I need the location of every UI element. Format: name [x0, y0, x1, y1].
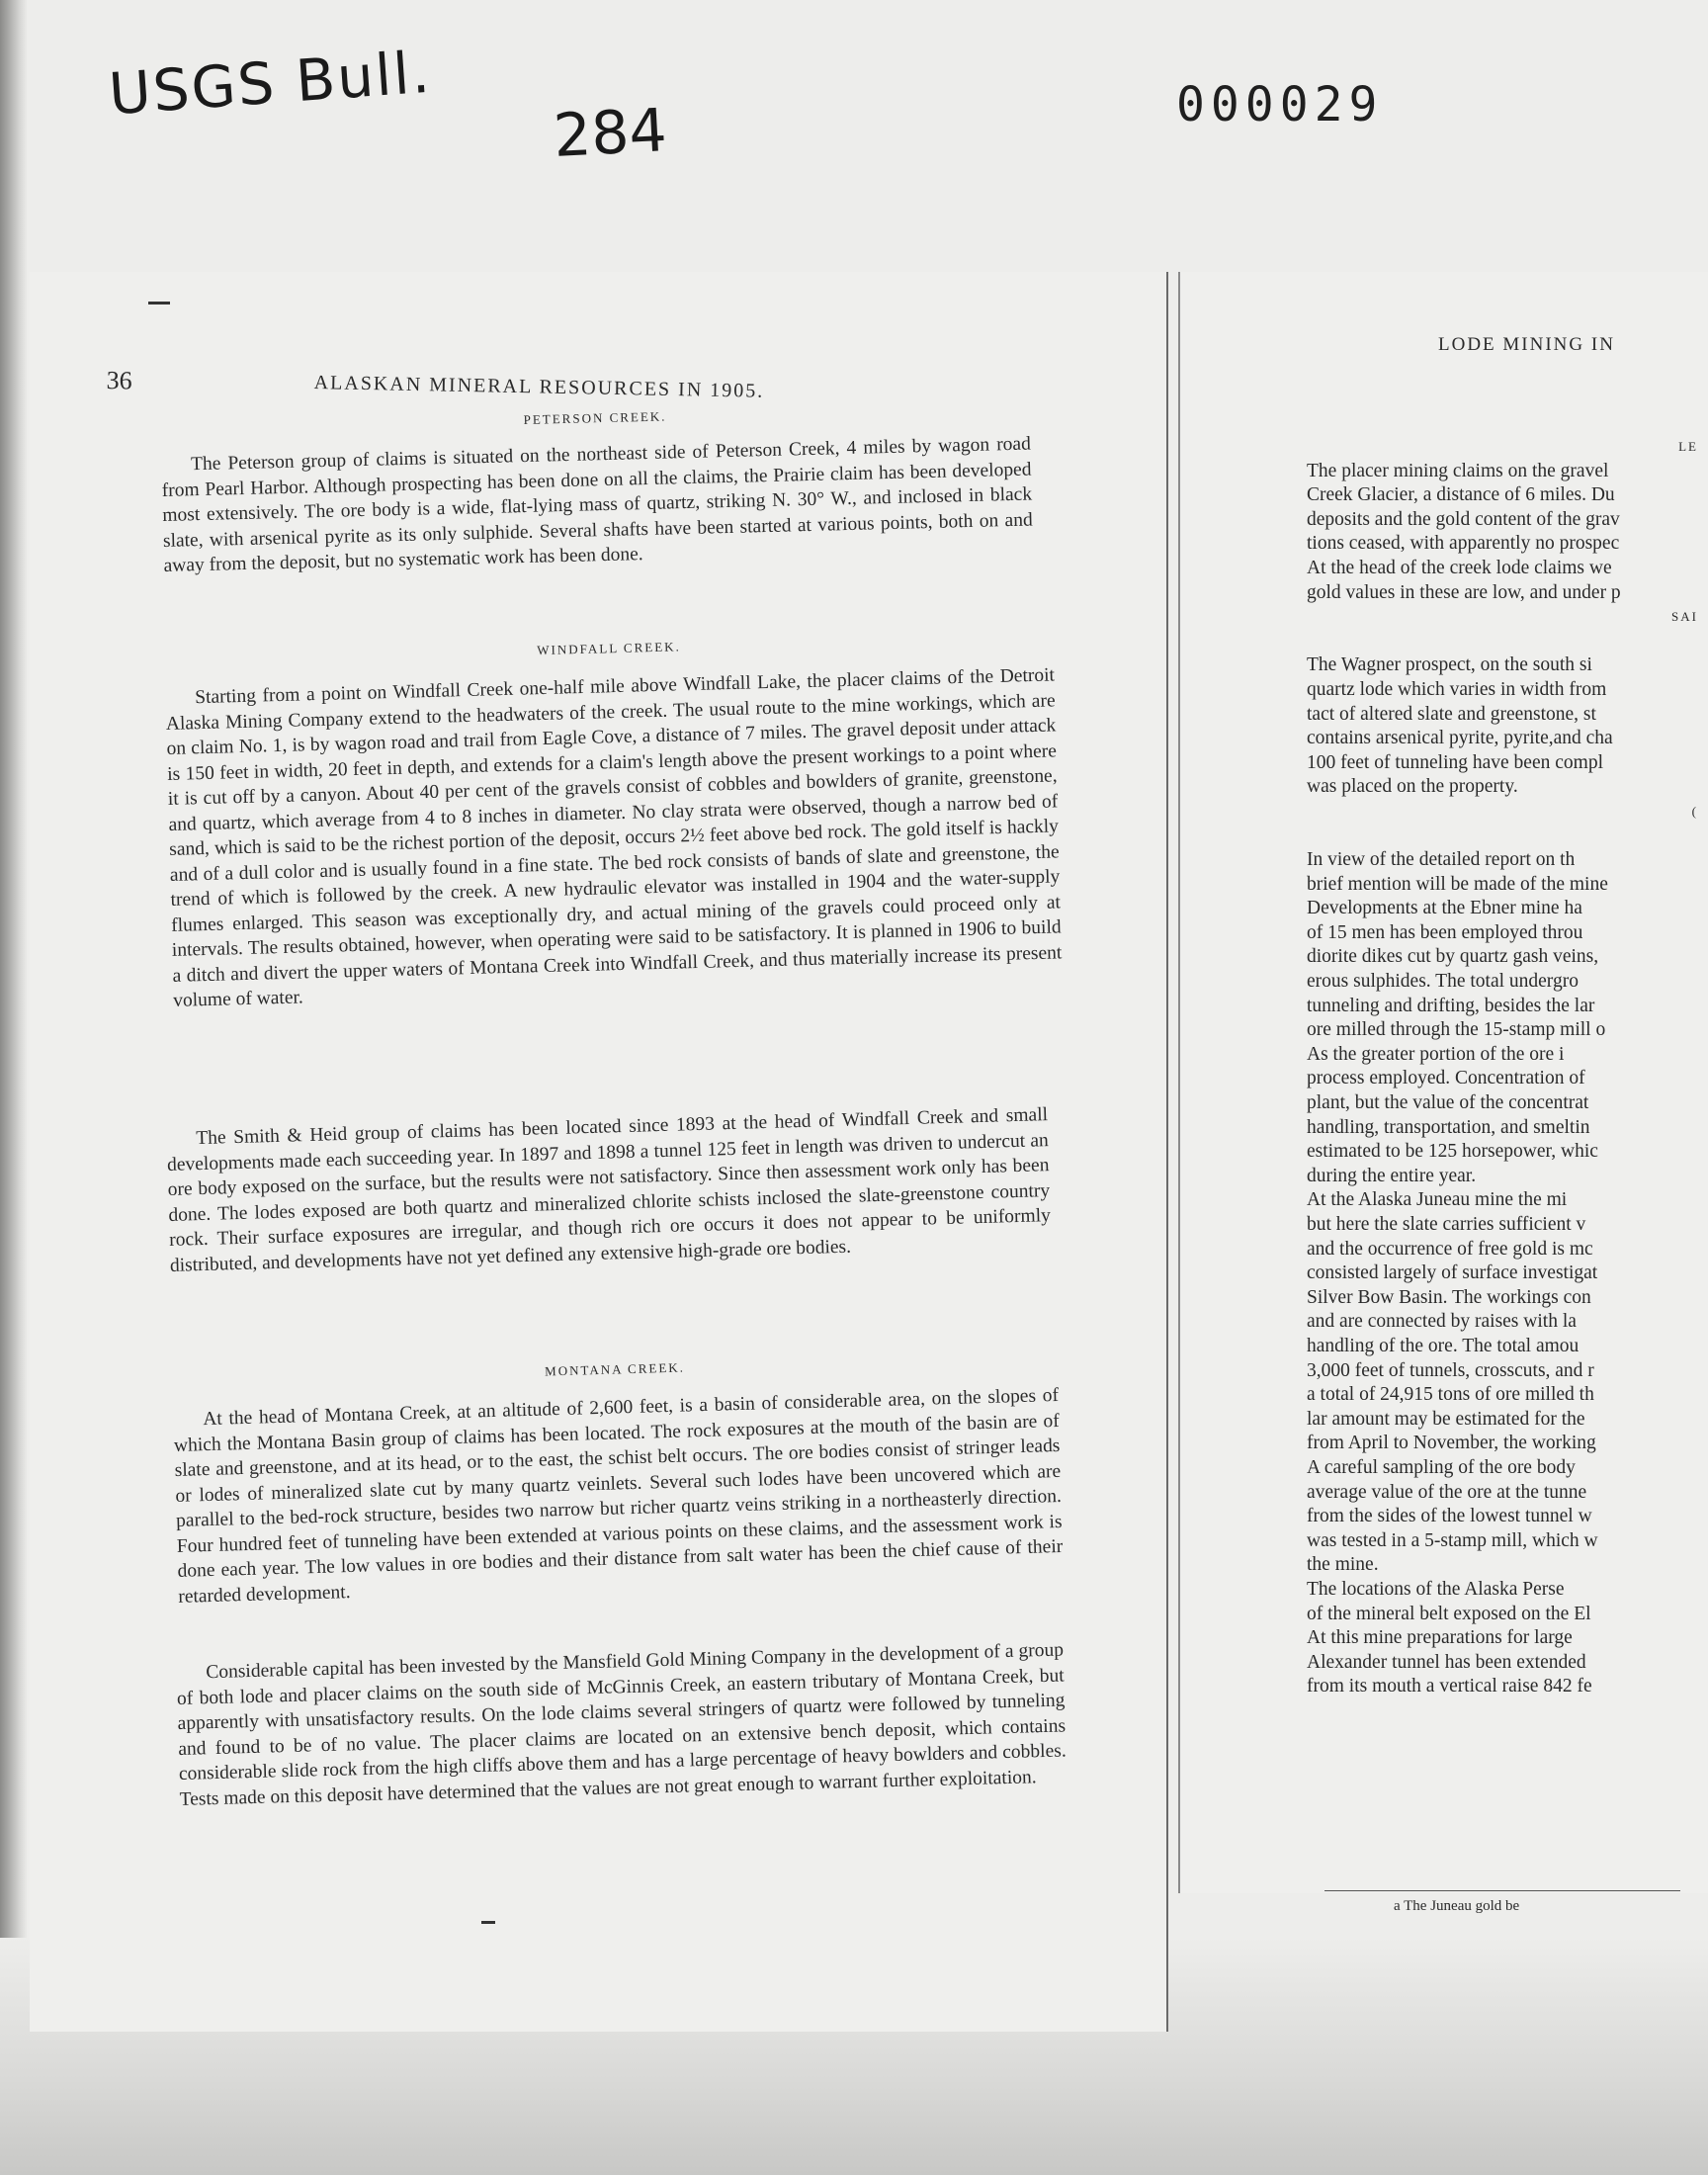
text-line: plant, but the value of the concentrat [1307, 1092, 1589, 1114]
text-line: 3,000 feet of tunnels, crosscuts, and r [1307, 1359, 1594, 1381]
footnote-rule [1324, 1890, 1680, 1891]
paragraph: Starting from a point on Windfall Creek one-half mile above Windfall Lake, the placer claims of the Detroit Alaska Mining Company extend to the headwaters of the creek. The usual route to the mine workings, which are on claim No. 1, is by wagon road and trail from Eagle Cove, a distance of 7 miles. The gravel deposit under attack is 150 feet in width, 20 feet in depth, and extends for a claim's length above the present workings to a point where it is cut off by a canyon. About 40 per cent of the gravels consist of cobbles and bowlders of granite, greenstone, and quartz, which average from 4 to 8 inches in diameter. No clay strata were observed, though a narrow bed of sand, which is said to be the richest portion of the deposit, occurs 2½ feet above bed rock. The gold itself is hackly and of a dull color and is usually found in a fine state. The bed rock consists of bands of slate and greenstone, the trend of which is followed by the creek. A new hydraulic elevator was installed in 1904 and the water-supply flumes enlarged. This season was exceptionally dry, and actual mining of the gravels could proceed only at intervals. The results obtained, however, when operating were said to be satisfactory. It is planned in 1906 to build a ditch and divert the upper waters of Montana Creek into Windfall Creek, and thus materially increase its present volume of water. [165, 664, 1063, 1011]
paragraph: The Smith & Heid group of claims has been located since 1893 at the head of Windfall Creek and small developments made each succeeding year. In 1897 and 1898 a tunnel 125 feet in length was driven to undercut an ore body exposed on the surface, but the results were not satisfactory. Since then assessment work only has been done. The lodes exposed are both quartz and mineralized chlorite schists inclosed the slate-greenstone country rock. Their surface exposures are irregular, and though rich ore occurs it does not appear to be uniformly distributed, and developments have not yet defined any extensive high-grade ore bodies. [166, 1104, 1052, 1276]
section-heading: MONTANA CREEK. [544, 1359, 686, 1379]
text-line: As the greater portion of the ore i [1307, 1043, 1565, 1065]
text-line: of 15 men has been employed throu [1307, 921, 1583, 943]
text-line: contains arsenical pyrite, pyrite,and cha [1307, 728, 1613, 749]
text-line: was placed on the property. [1307, 776, 1518, 798]
text-line: ore milled through the 15-stamp mill o [1307, 1019, 1606, 1041]
text-line: a total of 24,915 tons of ore milled th [1307, 1384, 1594, 1406]
text-line: lar amount may be estimated for the [1307, 1408, 1585, 1430]
section-heading: SAI [1671, 609, 1698, 625]
section-montana-creek [172, 1349, 1064, 1610]
line-gap [1307, 825, 1708, 849]
right-page-text [1307, 435, 1708, 1699]
section-windfall-creek [164, 629, 1063, 1013]
text-line: brief mention will be made of the mine [1307, 873, 1608, 895]
text-line: average value of the ore at the tunne [1307, 1481, 1587, 1503]
text-line: At the head of the creek lode claims we [1307, 557, 1612, 578]
text-line: The locations of the Alaska Perse [1307, 1578, 1565, 1600]
text-line: At the Alaska Juneau mine the mi [1307, 1189, 1568, 1211]
text-line: but here the slate carries sufficient v [1307, 1214, 1586, 1235]
text-line: diorite dikes cut by quartz gash veins, [1307, 946, 1599, 968]
section-heading: ( [1691, 803, 1698, 819]
handwritten-bulletin-number: 284 [552, 96, 669, 171]
text-line: erous sulphides. The total undergro [1307, 971, 1579, 993]
text-line: 100 feet of tunneling have been compl [1307, 751, 1603, 773]
text-line: tact of altered slate and greenstone, st [1307, 703, 1596, 725]
page-running-title: ALASKAN MINERAL RESOURCES IN 1905. [313, 372, 765, 402]
paragraph: Considerable capital has been invested by the Mansfield Gold Mining Company in the development of a group of both lode and placer claims on the south side of McGinnis Creek, an eastern tributary of Montana Creek, but apparently with unsatisfactory results. On the lode claims several stringers of quartz were followed by tunneling and found to be of no value. The placer claims are located on an extensive bench deposit, which contains considerable slide rock from the high cliffs above them and has a large percentage of heavy bowlders and cobbles. Tests made on this deposit have determined that the values are not great enough to warrant further exploitation. [176, 1639, 1067, 1810]
text-line: and the occurrence of free gold is mc [1307, 1238, 1593, 1260]
paragraph: At the head of Montana Creek, at an altitude of 2,600 feet, is a basin of considerable area, on the slopes of which the Montana Basin group of claims has been located. The rock exposures at the mouth of the basin are of slate and greenstone, and at its head, or to the east, the schist belt occurs. The ore bodies consist of stringer leads or lodes of mineralized slate cut by many quartz veinlets. Several such lodes have been uncovered which are parallel to the bed-rock structure, besides two narrow but richer quartz veins striking in a northeasterly direction. Four hundred feet of tunneling have been extended at various points on these claims, and the assessment work is done each year. The low values in ore bodies and their distance from salt water has been the chief cause of their retarded development. [173, 1384, 1064, 1608]
text-line: The placer mining claims on the gravel [1307, 460, 1609, 481]
text-line: Silver Bow Basin. The workings con [1307, 1286, 1591, 1308]
text-line: A careful sampling of the ore body [1307, 1456, 1576, 1478]
text-line: of the mineral belt exposed on the El [1307, 1603, 1591, 1624]
text-line: handling, transportation, and smeltin [1307, 1116, 1590, 1138]
text-line: consisted largely of surface investigat [1307, 1262, 1598, 1284]
text-line: Developments at the Ebner mine ha [1307, 898, 1582, 919]
text-line: tions ceased, with apparently no prospec [1307, 533, 1620, 555]
text-line: from the sides of the lowest tunnel w [1307, 1506, 1592, 1527]
text-line: tunneling and drifting, besides the lar [1307, 995, 1595, 1016]
scan-mark [148, 302, 170, 304]
text-line: deposits and the gold content of the grav [1307, 508, 1620, 530]
section-peterson-creek [160, 399, 1034, 578]
text-line: The Wagner prospect, on the south si [1307, 654, 1592, 676]
scan-mark [481, 1921, 495, 1924]
scan-shadow-edge [0, 0, 28, 2175]
text-line: was tested in a 5-stamp mill, which w [1307, 1529, 1598, 1551]
section-heading: LE [1678, 439, 1698, 454]
page-stamp-number: 000029 [1176, 77, 1384, 132]
page-number: 36 [106, 366, 132, 395]
text-line: from its mouth a vertical raise 842 fe [1307, 1676, 1592, 1697]
text-line: the mine. [1307, 1554, 1379, 1576]
text-line: At this mine preparations for large [1307, 1627, 1573, 1649]
paragraph-smith-heid [166, 1102, 1052, 1278]
paragraph: The Peterson group of claims is situated on the northeast side of Peterson Creek, 4 miles by wagon road from Pearl Harbor. Although prospecting has been done on all the claims, the Prairie claim has been developed most extensively. The ore body is a wide, flat-lying mass of quartz, striking N. 30° W., and inclosed in black slate, with arsenical pyrite as its only sulphide. Several shafts have been started at various points, both on and away from the deposit, but no systematic work has been done. [161, 433, 1033, 576]
text-line: and are connected by raises with la [1307, 1311, 1577, 1333]
handwritten-source-note: USGS Bull. [107, 38, 434, 129]
paragraph-mansfield [176, 1637, 1068, 1811]
section-heading: PETERSON CREEK. [523, 408, 667, 428]
right-running-head: LODE MINING IN [1438, 334, 1615, 355]
text-line: Creek Glacier, a distance of 6 miles. Du [1307, 484, 1615, 506]
text-line: from April to November, the working [1307, 1433, 1596, 1454]
text-line: quartz lode which varies in width from [1307, 678, 1607, 700]
line-gap [1307, 630, 1708, 654]
text-line: handling of the ore. The total amou [1307, 1335, 1580, 1356]
text-line: Alexander tunnel has been extended [1307, 1651, 1586, 1673]
section-heading: WINDFALL CREEK. [537, 639, 681, 658]
text-line: In view of the detailed report on th [1307, 849, 1576, 871]
right-page-footnote: a The Juneau gold be [1394, 1898, 1520, 1914]
text-line: gold values in these are low, and under p [1307, 581, 1621, 603]
text-line: during the entire year. [1307, 1165, 1477, 1186]
text-line: estimated to be 125 horsepower, whic [1307, 1141, 1598, 1163]
text-line: process employed. Concentration of [1307, 1068, 1585, 1089]
